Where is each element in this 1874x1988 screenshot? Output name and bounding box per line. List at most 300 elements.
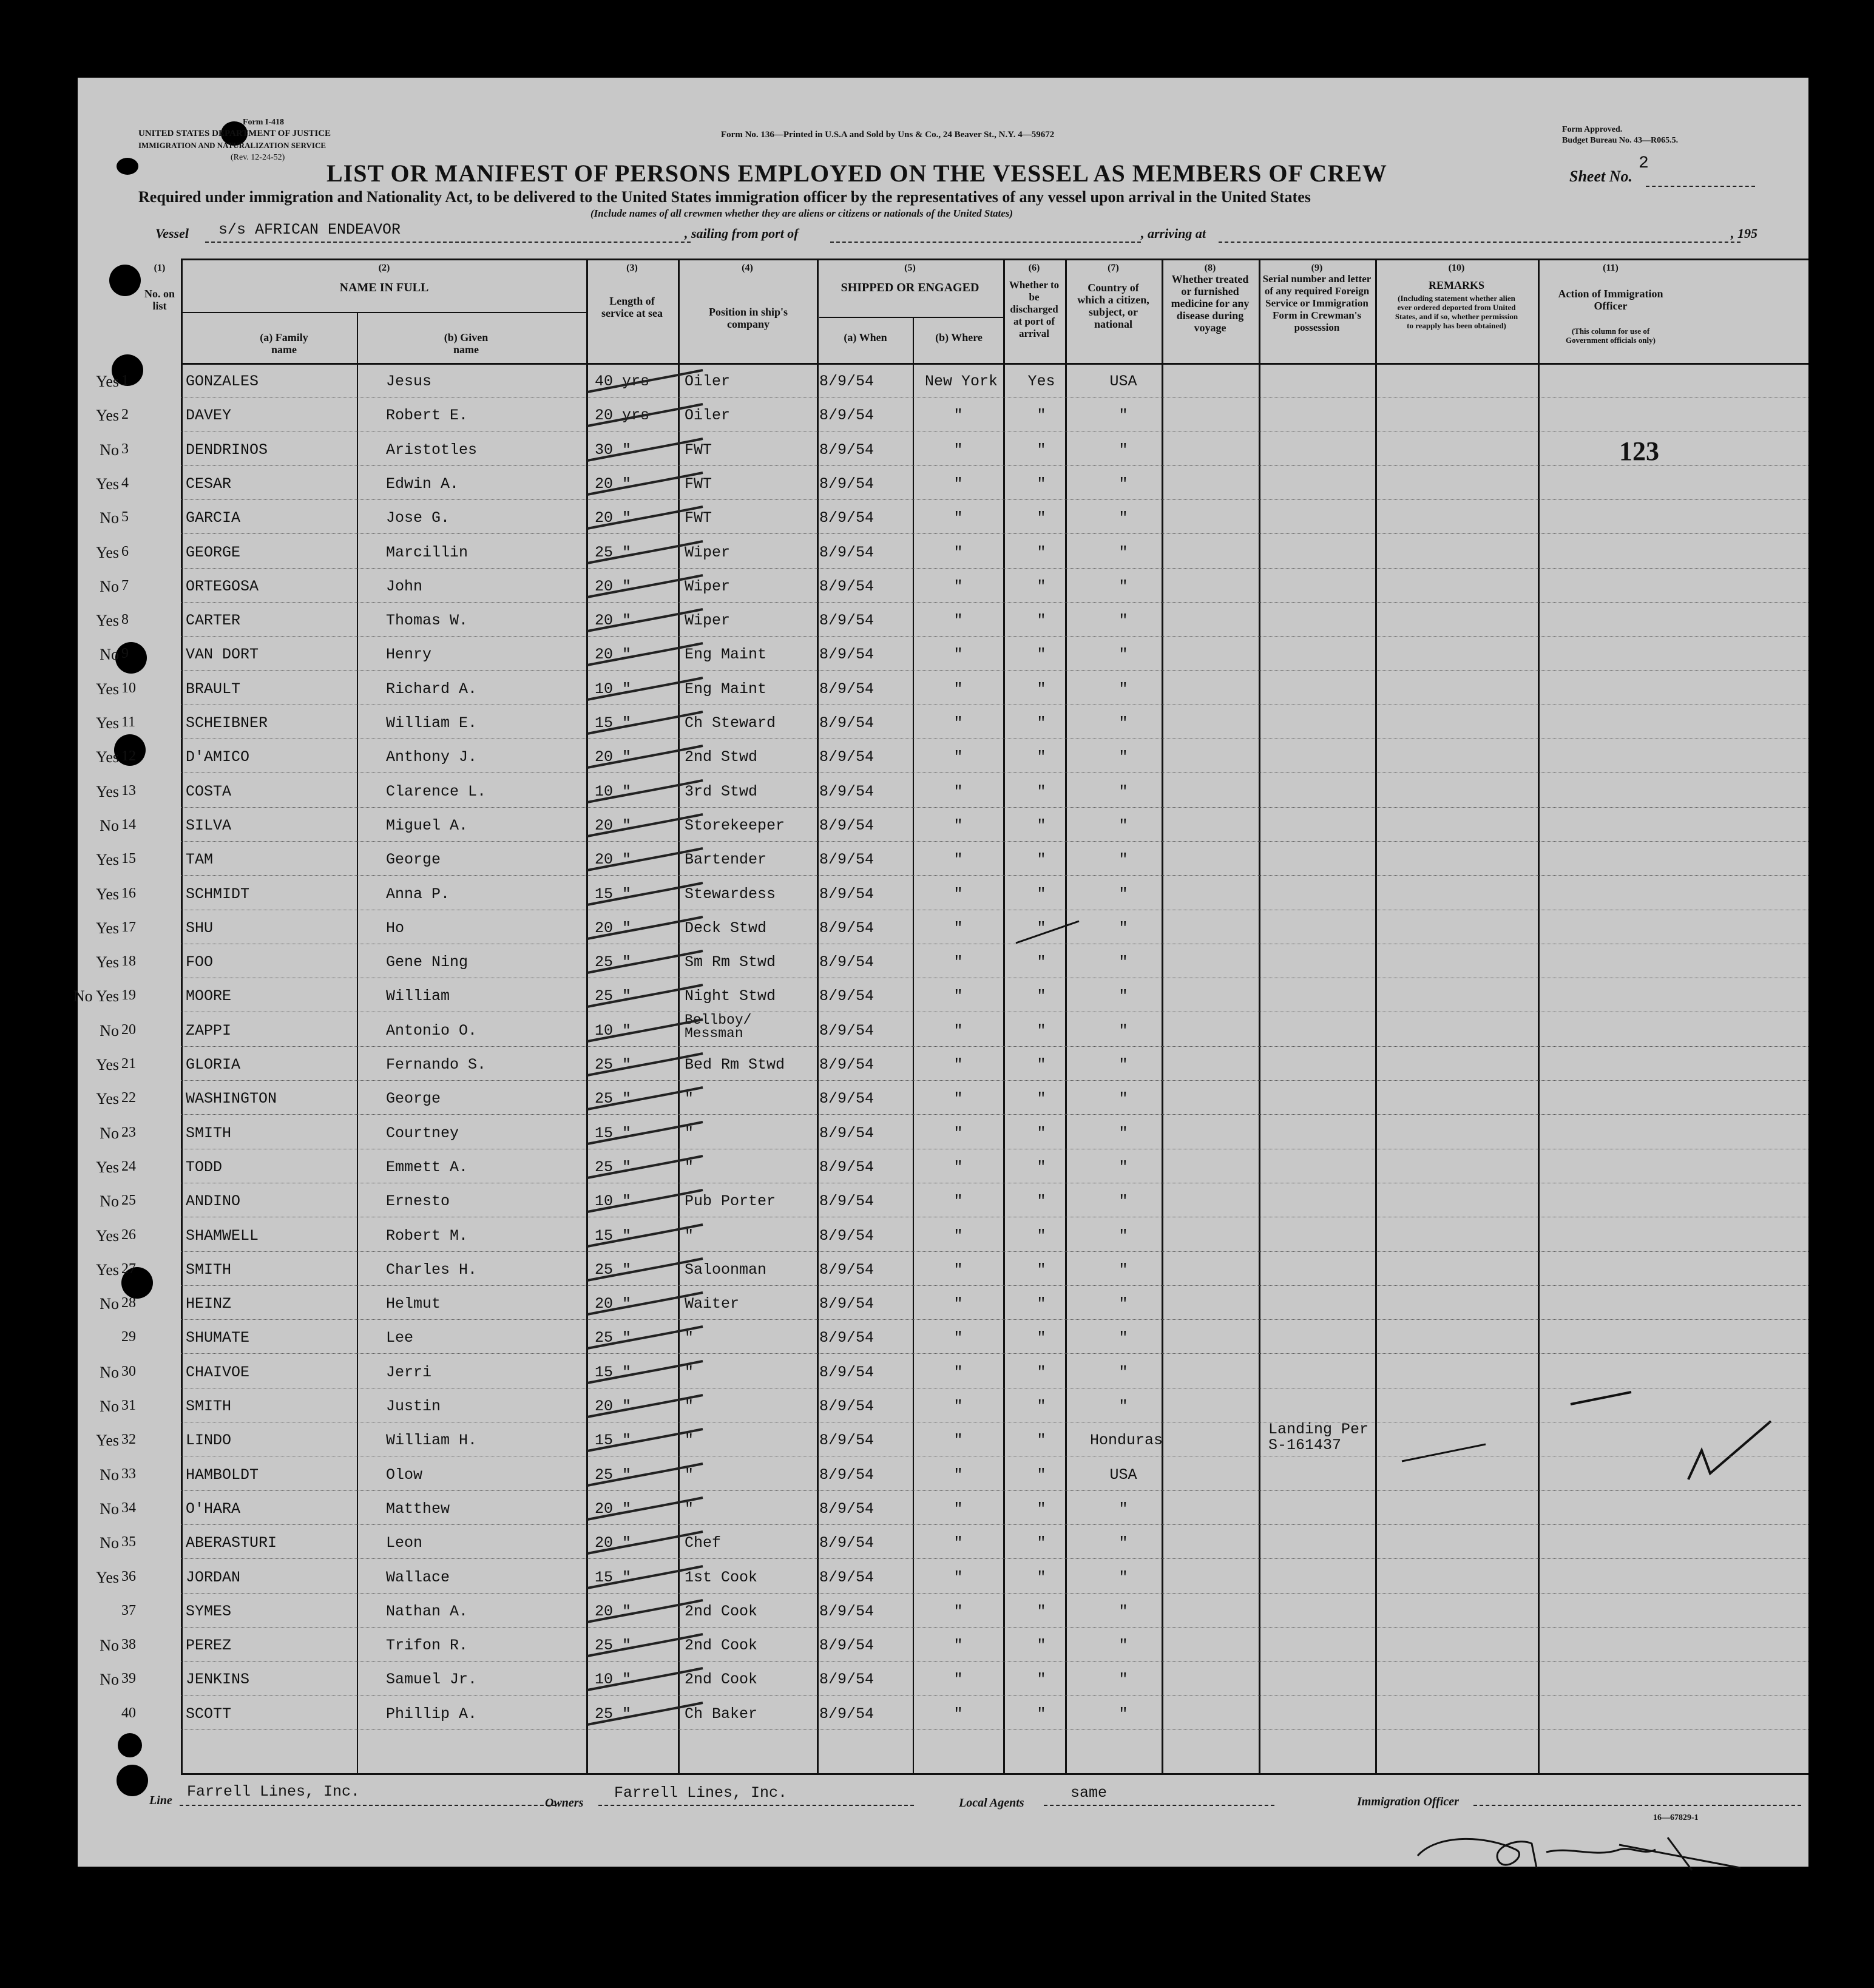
sailing-label: , sailing from port of <box>685 226 799 241</box>
family-name: FOO <box>186 953 214 972</box>
given-name: Samuel Jr. <box>386 1671 478 1689</box>
shipped-where: " <box>953 1363 963 1381</box>
shipped-when: 8/9/54 <box>819 1499 874 1518</box>
shipped-where: " <box>953 919 963 937</box>
family-name: SYMES <box>186 1602 232 1620</box>
list-number: 14 <box>121 816 136 833</box>
position: Oiler <box>685 407 731 425</box>
mark: Yes <box>96 475 119 493</box>
list-number: 23 <box>121 1124 136 1140</box>
discharged: " <box>1037 646 1046 664</box>
table-row <box>78 885 1808 919</box>
manifest-page <box>73 78 1808 1867</box>
discharged: " <box>1037 919 1046 937</box>
position: Ch Steward <box>685 714 776 732</box>
discharged: " <box>1037 1329 1046 1347</box>
shipped-when: 8/9/54 <box>819 1432 874 1450</box>
position: Deck Stwd <box>685 919 767 937</box>
mark: No <box>100 1534 119 1552</box>
shipped-when: 8/9/54 <box>819 1329 874 1347</box>
given-name: Henry <box>386 646 432 664</box>
shipped-where: " <box>953 987 963 1006</box>
given-name: Trifon R. <box>386 1637 469 1655</box>
given-name: Phillip A. <box>386 1705 478 1723</box>
table-row <box>78 1192 1808 1226</box>
agency-line2: IMMIGRATION AND NATURALIZATION SERVICE <box>138 141 326 150</box>
country: " <box>1118 1329 1128 1347</box>
mark: No <box>100 1637 119 1655</box>
col10-header: REMARKS <box>1428 279 1484 291</box>
mark: No <box>100 646 119 664</box>
pencil-check-mark <box>581 402 715 432</box>
discharged: " <box>1037 1466 1046 1484</box>
col5-number: (5) <box>904 263 916 273</box>
list-number: 21 <box>121 1056 136 1072</box>
position: " <box>685 1158 694 1176</box>
table-row <box>78 714 1808 748</box>
given-name: Thomas W. <box>386 612 469 630</box>
shipped-where: " <box>953 441 963 459</box>
shipped-where: " <box>953 1260 963 1279</box>
discharged: " <box>1037 987 1046 1006</box>
family-name: VAN DORT <box>186 646 259 664</box>
mark: No <box>100 577 119 595</box>
discharged: " <box>1037 407 1046 425</box>
family-name: PEREZ <box>186 1637 232 1655</box>
country: " <box>1118 680 1128 698</box>
pencil-check-mark <box>581 1393 715 1423</box>
col11-header: Action of Immigration Officer <box>1558 288 1663 312</box>
shipped-where: " <box>953 509 963 527</box>
table-row <box>78 783 1808 816</box>
pencil-check-mark <box>581 1427 715 1457</box>
col2-header: NAME IN FULL <box>339 281 429 294</box>
shipped-when: 8/9/54 <box>819 1226 874 1245</box>
service-length: 25 " <box>595 1260 632 1279</box>
discharged: " <box>1037 1432 1046 1450</box>
given-name: Courtney <box>386 1124 459 1142</box>
position: 2nd Cook <box>685 1671 758 1689</box>
pencil-check-mark <box>581 1222 715 1253</box>
stamp-number: 123 <box>1619 436 1659 466</box>
pencil-check-mark <box>581 1017 715 1047</box>
table-row <box>78 1671 1808 1704</box>
mark: Yes <box>96 851 119 869</box>
position: Bartender <box>685 851 767 869</box>
family-name: MOORE <box>186 987 232 1006</box>
family-name: JORDAN <box>186 1568 241 1586</box>
col7-number: (7) <box>1108 263 1119 273</box>
pencil-check-mark <box>581 1051 715 1081</box>
list-number: 16 <box>121 885 136 901</box>
discharged: " <box>1037 1705 1046 1723</box>
vessel-label: Vessel <box>155 226 189 241</box>
shipped-when: 8/9/54 <box>819 816 874 834</box>
shipped-where: " <box>953 953 963 972</box>
family-name: HAMBOLDT <box>186 1466 259 1484</box>
mark: Yes <box>96 680 119 698</box>
family-name: DENDRINOS <box>186 441 268 459</box>
shipped-when: 8/9/54 <box>819 1602 874 1620</box>
pencil-check-mark <box>581 982 715 1013</box>
shipped-when: 8/9/54 <box>819 373 874 390</box>
mark: Yes <box>96 885 119 903</box>
pencil-check-mark <box>581 1666 715 1696</box>
shipped-when: 8/9/54 <box>819 407 874 425</box>
given-name: Marcillin <box>386 543 469 561</box>
pencil-check-mark <box>581 709 715 740</box>
position: " <box>685 1124 694 1142</box>
country: USA <box>1109 1466 1137 1484</box>
country: " <box>1118 646 1128 664</box>
family-name: ZAPPI <box>186 1021 232 1040</box>
family-name: ORTEGOSA <box>186 577 259 595</box>
country: " <box>1118 851 1128 869</box>
given-name: Wallace <box>386 1568 450 1586</box>
position: Chef <box>685 1534 722 1552</box>
owners-label: Owners <box>545 1796 584 1810</box>
shipped-where: " <box>953 782 963 800</box>
position: 1st Cook <box>685 1568 758 1586</box>
shipped-where: " <box>953 475 963 493</box>
country: " <box>1118 782 1128 800</box>
country: " <box>1118 816 1128 834</box>
discharged: " <box>1037 1260 1046 1279</box>
shipped-where: " <box>953 1568 963 1586</box>
shipped-where: " <box>953 1602 963 1620</box>
mark: No <box>100 1021 119 1040</box>
col2b-header: (b) Given name <box>444 331 489 356</box>
list-number: 33 <box>121 1466 136 1482</box>
family-name: JENKINS <box>186 1671 250 1689</box>
table-row <box>78 1090 1808 1123</box>
table-row <box>78 748 1808 782</box>
family-name: ANDINO <box>186 1192 241 1211</box>
sheet-number: 2 <box>1639 154 1649 173</box>
mark: Yes <box>96 748 119 766</box>
shipped-when: 8/9/54 <box>819 1671 874 1689</box>
mark: Yes <box>96 1260 119 1279</box>
shipped-where: " <box>953 646 963 664</box>
given-name: Robert M. <box>386 1226 469 1245</box>
discharged: " <box>1037 953 1046 972</box>
service-length: 20 " <box>595 1499 632 1518</box>
shipped-where: " <box>953 543 963 561</box>
shipped-where: " <box>953 885 963 903</box>
discharged: " <box>1037 885 1046 903</box>
pencil-check-mark <box>581 539 715 569</box>
service-length: 20 " <box>595 646 632 664</box>
mark: No <box>100 1671 119 1689</box>
shipped-when: 8/9/54 <box>819 1090 874 1108</box>
shipped-when: 8/9/54 <box>819 680 874 698</box>
shipped-where: " <box>953 407 963 425</box>
service-length: 20 " <box>595 919 632 937</box>
mark: Yes <box>96 714 119 732</box>
shipped-when: 8/9/54 <box>819 1192 874 1211</box>
pencil-check-mark <box>581 675 715 706</box>
family-name: SCOTT <box>186 1705 232 1723</box>
given-name: Aristotles <box>386 441 478 459</box>
shipped-when: 8/9/54 <box>819 953 874 972</box>
discharged: " <box>1037 1671 1046 1689</box>
family-name: SCHEIBNER <box>186 714 268 732</box>
year-label: , 195 <box>1731 226 1757 241</box>
form-code: 16—67829-1 <box>1653 1813 1699 1822</box>
country: " <box>1118 1602 1128 1620</box>
service-length: 10 " <box>595 1671 632 1689</box>
table-row <box>78 373 1808 406</box>
shipped-when: 8/9/54 <box>819 646 874 664</box>
table-row <box>73 987 1808 1021</box>
discharged: " <box>1037 1158 1046 1176</box>
shipped-when: 8/9/54 <box>819 612 874 630</box>
officer-label: Immigration Officer <box>1357 1795 1459 1808</box>
mark: Yes <box>96 373 119 390</box>
family-name: GLORIA <box>186 1056 241 1073</box>
pencil-check-mark <box>581 1256 715 1286</box>
family-name: SMITH <box>186 1124 232 1142</box>
country: " <box>1118 1671 1128 1689</box>
position: " <box>685 1398 694 1415</box>
shipped-where: " <box>953 714 963 732</box>
service-length: 25 " <box>595 1637 632 1655</box>
given-name: William <box>386 987 450 1006</box>
family-name: SCHMIDT <box>186 885 250 903</box>
family-name: CARTER <box>186 612 241 630</box>
shipped-when: 8/9/54 <box>819 1705 874 1723</box>
list-number: 38 <box>121 1637 136 1653</box>
discharged: " <box>1037 1124 1046 1142</box>
family-name: CHAIVOE <box>186 1363 250 1381</box>
pencil-check-mark <box>581 812 715 842</box>
service-length: 25 " <box>595 1329 632 1347</box>
table-row <box>78 1398 1808 1431</box>
shipped-when: 8/9/54 <box>819 1568 874 1586</box>
position: " <box>685 1363 694 1381</box>
country: " <box>1118 748 1128 766</box>
table-row <box>78 475 1808 509</box>
position: 2nd Stwd <box>685 748 758 766</box>
country: " <box>1118 1534 1128 1552</box>
country: " <box>1118 953 1128 972</box>
pencil-check-mark <box>581 607 715 637</box>
table-row <box>78 578 1808 611</box>
line-value: Farrell Lines, Inc. <box>187 1783 360 1800</box>
country: " <box>1118 1192 1128 1211</box>
position: Bellboy/ Messman <box>685 1012 752 1041</box>
table-row <box>78 1603 1808 1636</box>
list-number: 7 <box>121 577 129 593</box>
list-number: 29 <box>121 1329 136 1345</box>
table-row <box>78 407 1808 440</box>
mark: No <box>100 1398 119 1415</box>
country: " <box>1118 1295 1128 1313</box>
given-name: Lee <box>386 1329 414 1347</box>
discharged: " <box>1037 612 1046 630</box>
list-number: 5 <box>121 509 129 526</box>
country: " <box>1118 919 1128 937</box>
pencil-check-mark <box>581 1495 715 1526</box>
country: " <box>1118 1226 1128 1245</box>
position: Oiler <box>685 373 731 390</box>
pencil-check-mark <box>581 1632 715 1662</box>
list-number: 20 <box>121 1021 136 1038</box>
table-row <box>78 1261 1808 1294</box>
col10-note: (Including statement whether alien ever ordered deported from United States, and if so, whether permission to reapply has been obtained) <box>1395 294 1518 330</box>
family-name: SILVA <box>186 816 232 834</box>
family-name: SMITH <box>186 1398 232 1415</box>
col1-number: (1) <box>154 263 166 273</box>
service-length: 20 " <box>595 1295 632 1313</box>
discharged: " <box>1037 1090 1046 1108</box>
family-name: CESAR <box>186 475 232 493</box>
list-number: 9 <box>121 646 129 662</box>
discharged: " <box>1037 851 1046 869</box>
service-length: 20 " <box>595 475 632 493</box>
list-number: 22 <box>121 1090 136 1106</box>
shipped-where: " <box>953 680 963 698</box>
col5b-header: (b) Where <box>935 331 983 343</box>
shipped-when: 8/9/54 <box>819 475 874 493</box>
discharged: " <box>1037 1637 1046 1655</box>
list-number: 35 <box>121 1534 136 1550</box>
list-number: 28 <box>121 1295 136 1311</box>
col5a-header: (a) When <box>844 331 887 343</box>
shipped-where: " <box>953 1329 963 1347</box>
shipped-when: 8/9/54 <box>819 919 874 937</box>
pencil-check-mark <box>581 1598 715 1628</box>
position: Ch Baker <box>685 1705 758 1723</box>
table-row <box>78 612 1808 645</box>
owners-value: Farrell Lines, Inc. <box>614 1784 788 1802</box>
position: Wiper <box>685 543 731 561</box>
shipped-when: 8/9/54 <box>819 1363 874 1381</box>
discharged: " <box>1037 441 1046 459</box>
position: 2nd Cook <box>685 1602 758 1620</box>
officer-signature <box>1413 1831 1753 1880</box>
list-number: 6 <box>121 543 129 560</box>
list-number: 12 <box>121 748 136 765</box>
pencil-check-mark <box>581 778 715 808</box>
service-length: 20 yrs <box>595 407 650 425</box>
col4-header: Position in ship's company <box>708 306 788 330</box>
family-name: GONZALES <box>186 373 259 390</box>
service-length: 10 " <box>595 1021 632 1040</box>
given-name: Gene Ning <box>386 953 469 972</box>
list-number: 30 <box>121 1363 136 1379</box>
form-subnote: (Include names of all crewmen whether they are aliens or citizens or nationals of the United States) <box>590 208 1013 219</box>
mark: No <box>100 816 119 834</box>
list-number: 25 <box>121 1192 136 1209</box>
given-name: Miguel A. <box>386 816 469 834</box>
pencil-check-mark <box>581 743 715 774</box>
pencil-check-mark <box>581 846 715 876</box>
service-length: 15 " <box>595 1432 632 1450</box>
shipped-when: 8/9/54 <box>819 885 874 903</box>
service-length: 20 " <box>595 1534 632 1552</box>
shipped-where: " <box>953 1432 963 1450</box>
position: Night Stwd <box>685 987 776 1006</box>
shipped-where: " <box>953 1124 963 1142</box>
col1-header: No. on list <box>144 288 175 312</box>
given-name: Olow <box>386 1466 423 1484</box>
shipped-where: " <box>953 851 963 869</box>
service-length: 25 " <box>595 1705 632 1723</box>
mark: No <box>100 441 119 459</box>
service-length: 15 " <box>595 885 632 903</box>
country: " <box>1118 1398 1128 1415</box>
mark: Yes <box>96 1568 119 1586</box>
pencil-check-mark <box>581 1564 715 1594</box>
mark: No <box>100 1466 119 1484</box>
position: " <box>685 1499 694 1518</box>
shipped-when: 8/9/54 <box>819 1295 874 1313</box>
country: " <box>1118 1090 1128 1108</box>
country: Honduras <box>1090 1432 1163 1450</box>
discharged: " <box>1037 1534 1046 1552</box>
discharged: Yes <box>1027 373 1055 390</box>
list-number: 27 <box>121 1260 136 1277</box>
family-name: TODD <box>186 1158 223 1176</box>
service-length: 20 " <box>595 851 632 869</box>
position: 3rd Stwd <box>685 782 758 800</box>
list-number: 24 <box>121 1158 136 1174</box>
pencil-check-mark <box>581 1085 715 1115</box>
shipped-when: 8/9/54 <box>819 1124 874 1142</box>
mark: No <box>100 1124 119 1142</box>
pencil-check-mark <box>581 470 715 501</box>
shipped-where: " <box>953 1295 963 1313</box>
shipped-when: 8/9/54 <box>819 782 874 800</box>
family-name: SHUMATE <box>186 1329 250 1347</box>
service-length: 20 " <box>595 577 632 595</box>
service-length: 25 " <box>595 987 632 1006</box>
service-length: 10 " <box>595 680 632 698</box>
shipped-when: 8/9/54 <box>819 1056 874 1073</box>
list-number: 34 <box>121 1499 136 1516</box>
service-length: 20 " <box>595 1602 632 1620</box>
country: " <box>1118 509 1128 527</box>
col10-number: (10) <box>1448 263 1465 273</box>
shipped-where: " <box>953 1499 963 1518</box>
given-name: Matthew <box>386 1499 450 1518</box>
table-row <box>78 441 1808 475</box>
list-number: 10 <box>121 680 136 696</box>
given-name: George <box>386 851 441 869</box>
country: " <box>1118 987 1128 1006</box>
given-name: Justin <box>386 1398 441 1415</box>
given-name: Emmett A. <box>386 1158 469 1176</box>
table-row <box>78 544 1808 577</box>
col6-header: Whether to be discharged at port of arrival <box>1009 279 1060 339</box>
shipped-where: " <box>953 1090 963 1108</box>
pencil-check-mark <box>581 1324 715 1354</box>
shipped-when: 8/9/54 <box>819 748 874 766</box>
country: USA <box>1109 373 1137 390</box>
given-name: Richard A. <box>386 680 478 698</box>
col9-header: Serial number and letter of any required Foreign Service or Immigration Form in Crewman's possession <box>1262 273 1372 333</box>
position: Waiter <box>685 1295 740 1313</box>
table-row <box>78 1534 1808 1567</box>
list-number: 26 <box>121 1226 136 1243</box>
shipped-where: " <box>953 1534 963 1552</box>
given-name: George <box>386 1090 441 1108</box>
service-length: 25 " <box>595 1056 632 1073</box>
col11-number: (11) <box>1603 263 1619 273</box>
table-row <box>78 1466 1808 1499</box>
list-number: 36 <box>121 1568 136 1584</box>
